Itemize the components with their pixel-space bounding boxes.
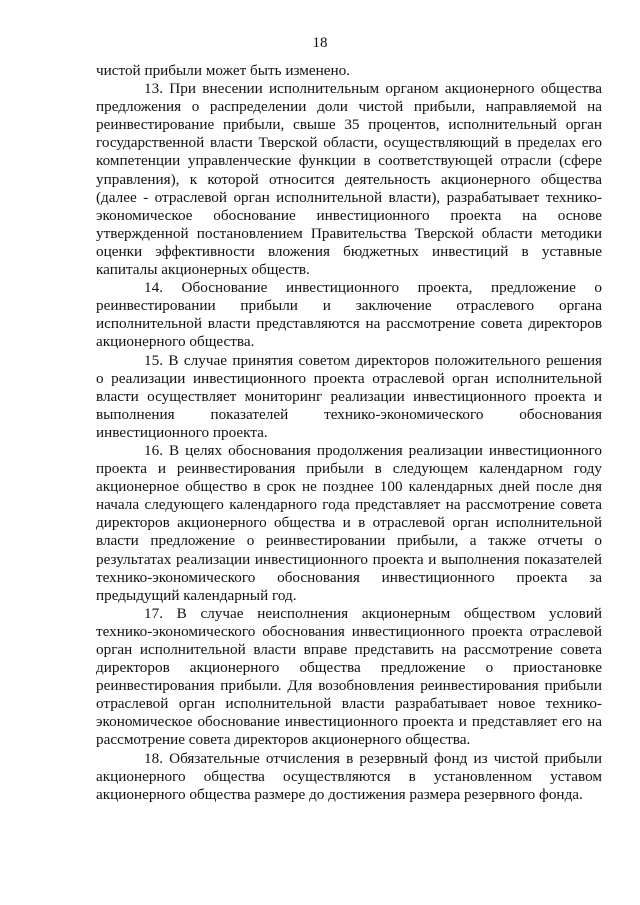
document-body (96, 62, 602, 804)
paragraph-17: 17. В случае неисполнения акционерным обществом условий технико-экономического обоснования инвестиционного проекта отраслевой орган исполнительной власти вправе представить на рассмотрение совета директоров акционерного общества предложение о приостановке реинвестирования прибыли. Для возобновления реинвестирования прибыли отраслевой орган исполнительной власти разрабатывает новое технико-экономическое обоснование инвестиционного проекта и представляет его на рассмотрение совета директоров акционерного общества. (96, 604, 602, 749)
paragraph-13: 13. При внесении исполнительным органом акционерного общества предложения о распределении доли чистой прибыли, направляемой на реинвестирование прибыли, свыше 35 процентов, исполнительный орган государственной власти Тверской области, осуществляющий в пределах его компетенции управленческие функции в соответствующей отрасли (сфере управления), к которой относится деятельность акционерного общества (далее - отраслевой орган исполнительной власти), разрабатывает технико-экономическое обоснование инвестиционного проекта на основе утвержденной постановлением Правительства Тверской области методики оценки эффективности вложения бюджетных инвестиций в уставные капиталы акционерных обществ. (96, 80, 602, 279)
page-number: 18 (312, 35, 328, 51)
paragraph-15: 15. В случае принятия советом директоров положительного решения о реализации инвестиционного проекта отраслевой орган исполнительной власти осуществляет мониторинг реализации инвестиционного проекта и выполнения показателей технико-экономического обоснования инвестиционного проекта. (96, 351, 602, 441)
paragraph-14: 14. Обоснование инвестиционного проекта, предложение о реинвестировании прибыли и заключение отраслевого органа исполнительной власти представляются на рассмотрение совета директоров акционерного общества. (96, 279, 602, 351)
paragraph-18: 18. Обязательные отчисления в резервный фонд из чистой прибыли акционерного общества осуществляются в установленном уставом акционерного общества размере до достижения размера резервного фонда. (96, 749, 602, 803)
paragraph-16: 16. В целях обоснования продолжения реализации инвестиционного проекта и реинвестирования прибыли в следующем календарном году акционерное общество в срок не позднее 100 календарных дней после дня начала следующего календарного года представляет на рассмотрение совета директоров акционерного общества и в отраслевой орган исполнительной власти предложение о реинвестировании прибыли, а также отчеты о результатах реализации инвестиционного проекта и выполнения показателей технико-экономического обоснования инвестиционного проекта за предыдущий календарный год. (96, 441, 602, 604)
paragraph-continuation: чистой прибыли может быть изменено. (96, 62, 350, 79)
